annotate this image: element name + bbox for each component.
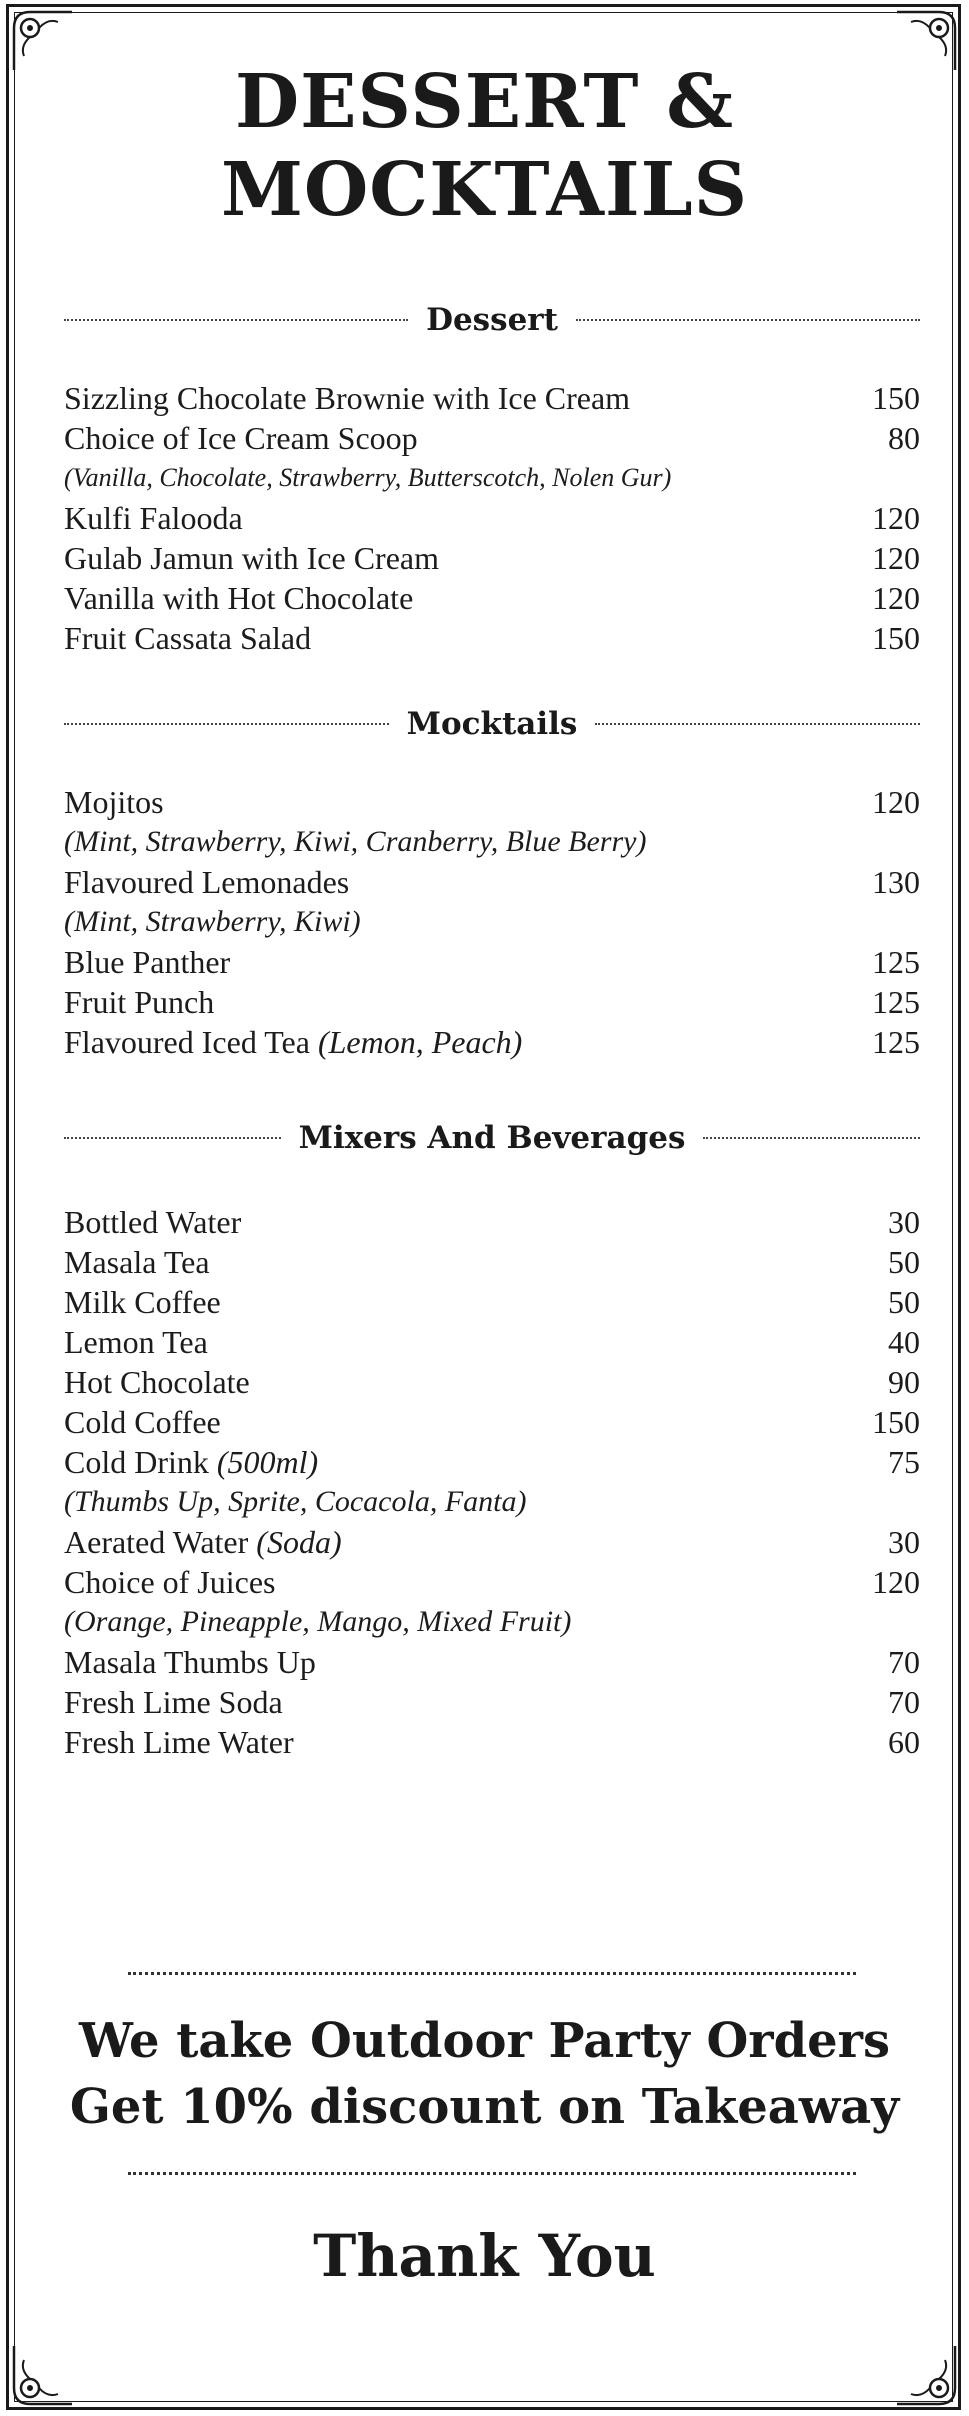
menu-list — [64, 378, 920, 658]
item-price: 30 — [888, 1204, 920, 1240]
dessert-section — [64, 300, 920, 658]
item-price: 90 — [888, 1364, 920, 1400]
menu-item — [64, 1442, 920, 1482]
section-heading: Dessert — [426, 302, 558, 338]
item-price: 150 — [872, 620, 920, 656]
menu-item — [64, 1682, 920, 1722]
item-price: 150 — [872, 1404, 920, 1440]
section-header — [64, 300, 920, 340]
menu-item — [64, 1022, 920, 1062]
section-heading: Mocktails — [406, 706, 578, 742]
menu-item — [64, 578, 920, 618]
item-name: Flavoured Iced Tea — [64, 1024, 310, 1060]
item-price: 60 — [888, 1724, 920, 1760]
item-options: (Mint, Strawberry, Kiwi) — [64, 905, 361, 938]
section-header — [64, 704, 920, 744]
menu-item — [64, 538, 920, 578]
page-title-line2: MOCKTAILS — [220, 147, 749, 233]
menu-item — [64, 862, 920, 902]
dotted-rule — [576, 319, 920, 321]
item-name: Flavoured Lemonades — [64, 864, 350, 900]
thank-you-text: Thank You — [313, 2222, 656, 2290]
item-price: 120 — [872, 1564, 920, 1600]
item-options: (Mint, Strawberry, Kiwi, Cranberry, Blue Berry) — [64, 825, 647, 858]
item-price: 50 — [888, 1284, 920, 1320]
menu-item — [64, 982, 920, 1022]
promo-line-takeaway-discount: Get 10% discount on Takeaway — [69, 2079, 900, 2135]
menu-item — [64, 498, 920, 538]
menu-item — [64, 1202, 920, 1242]
promo-bottom-rule — [128, 2172, 856, 2175]
item-price: 50 — [888, 1244, 920, 1280]
item-name: Sizzling Chocolate Brownie with Ice Cream — [64, 380, 631, 416]
section-header — [64, 1118, 920, 1158]
item-name: Fresh Lime Soda — [64, 1684, 283, 1720]
menu-item — [64, 1322, 920, 1362]
item-options: (Vanilla, Chocolate, Strawberry, Butterscotch, Nolen Gur) — [64, 463, 672, 492]
promo-block — [0, 2008, 969, 2140]
corner-ornament-icon — [8, 2340, 78, 2410]
menu-item — [64, 418, 920, 458]
item-price: 120 — [872, 580, 920, 616]
item-name: Aerated Water — [64, 1524, 249, 1560]
item-name: Fruit Punch — [64, 984, 215, 1020]
mocktails-section — [64, 704, 920, 1062]
item-name: Blue Panther — [64, 944, 231, 980]
item-name: Masala Thumbs Up — [64, 1644, 316, 1680]
item-name: Gulab Jamun with Ice Cream — [64, 540, 439, 576]
item-options: (Thumbs Up, Sprite, Cocacola, Fanta) — [64, 1485, 527, 1518]
item-name: Cold Coffee — [64, 1404, 221, 1440]
item-price: 125 — [872, 1024, 920, 1060]
page-title-line1: DESSERT & — [234, 59, 735, 145]
corner-ornament-icon — [891, 2340, 961, 2410]
menu-item — [64, 942, 920, 982]
dotted-rule — [64, 319, 408, 321]
item-price: 40 — [888, 1324, 920, 1360]
item-price: 120 — [872, 500, 920, 536]
menu-item — [64, 1362, 920, 1402]
item-price: 70 — [888, 1644, 920, 1680]
item-name: Bottled Water — [64, 1204, 242, 1240]
item-note: (500ml) — [216, 1444, 319, 1480]
item-name: Masala Tea — [64, 1244, 210, 1280]
item-price: 70 — [888, 1684, 920, 1720]
item-name: Choice of Ice Cream Scoop — [64, 420, 418, 456]
dotted-rule — [64, 1137, 281, 1139]
menu-item — [64, 1642, 920, 1682]
item-name: Lemon Tea — [64, 1324, 208, 1360]
menu-item — [64, 1242, 920, 1282]
item-price: 75 — [888, 1444, 920, 1480]
item-price: 30 — [888, 1524, 920, 1560]
dotted-rule — [64, 723, 389, 725]
item-note: (Lemon, Peach) — [317, 1024, 523, 1060]
item-price: 120 — [872, 540, 920, 576]
item-name: Choice of Juices — [64, 1564, 276, 1600]
item-name: Kulfi Falooda — [64, 500, 243, 536]
item-name: Fruit Cassata Salad — [64, 620, 312, 656]
menu-item — [64, 618, 920, 658]
menu-item — [64, 1402, 920, 1442]
dotted-rule — [595, 723, 920, 725]
item-options: (Orange, Pineapple, Mango, Mixed Fruit) — [64, 1605, 572, 1638]
menu-item — [64, 782, 920, 822]
item-name: Hot Chocolate — [64, 1364, 250, 1400]
menu-item — [64, 1522, 920, 1562]
mixers-section — [64, 1118, 920, 1762]
item-price: 150 — [872, 380, 920, 416]
item-name: Vanilla with Hot Chocolate — [64, 580, 414, 616]
item-price: 130 — [872, 864, 920, 900]
menu-item — [64, 378, 920, 418]
dotted-rule — [703, 1137, 920, 1139]
item-name: Milk Coffee — [64, 1284, 221, 1320]
item-price: 120 — [872, 784, 920, 820]
menu-item — [64, 1282, 920, 1322]
menu-item — [64, 1562, 920, 1602]
page-title — [0, 58, 969, 234]
menu-list — [64, 782, 920, 1062]
menu-item — [64, 1722, 920, 1762]
item-name: Fresh Lime Water — [64, 1724, 294, 1760]
item-price: 125 — [872, 944, 920, 980]
item-price: 125 — [872, 984, 920, 1020]
menu-list — [64, 1202, 920, 1762]
item-price: 80 — [888, 420, 920, 456]
item-name: Cold Drink — [64, 1444, 209, 1480]
item-name: Mojitos — [64, 784, 164, 820]
promo-line-outdoor-orders: We take Outdoor Party Orders — [79, 2013, 890, 2069]
item-note: (Soda) — [256, 1524, 342, 1560]
promo-top-rule — [128, 1972, 856, 1975]
section-heading: Mixers And Beverages — [298, 1120, 686, 1156]
